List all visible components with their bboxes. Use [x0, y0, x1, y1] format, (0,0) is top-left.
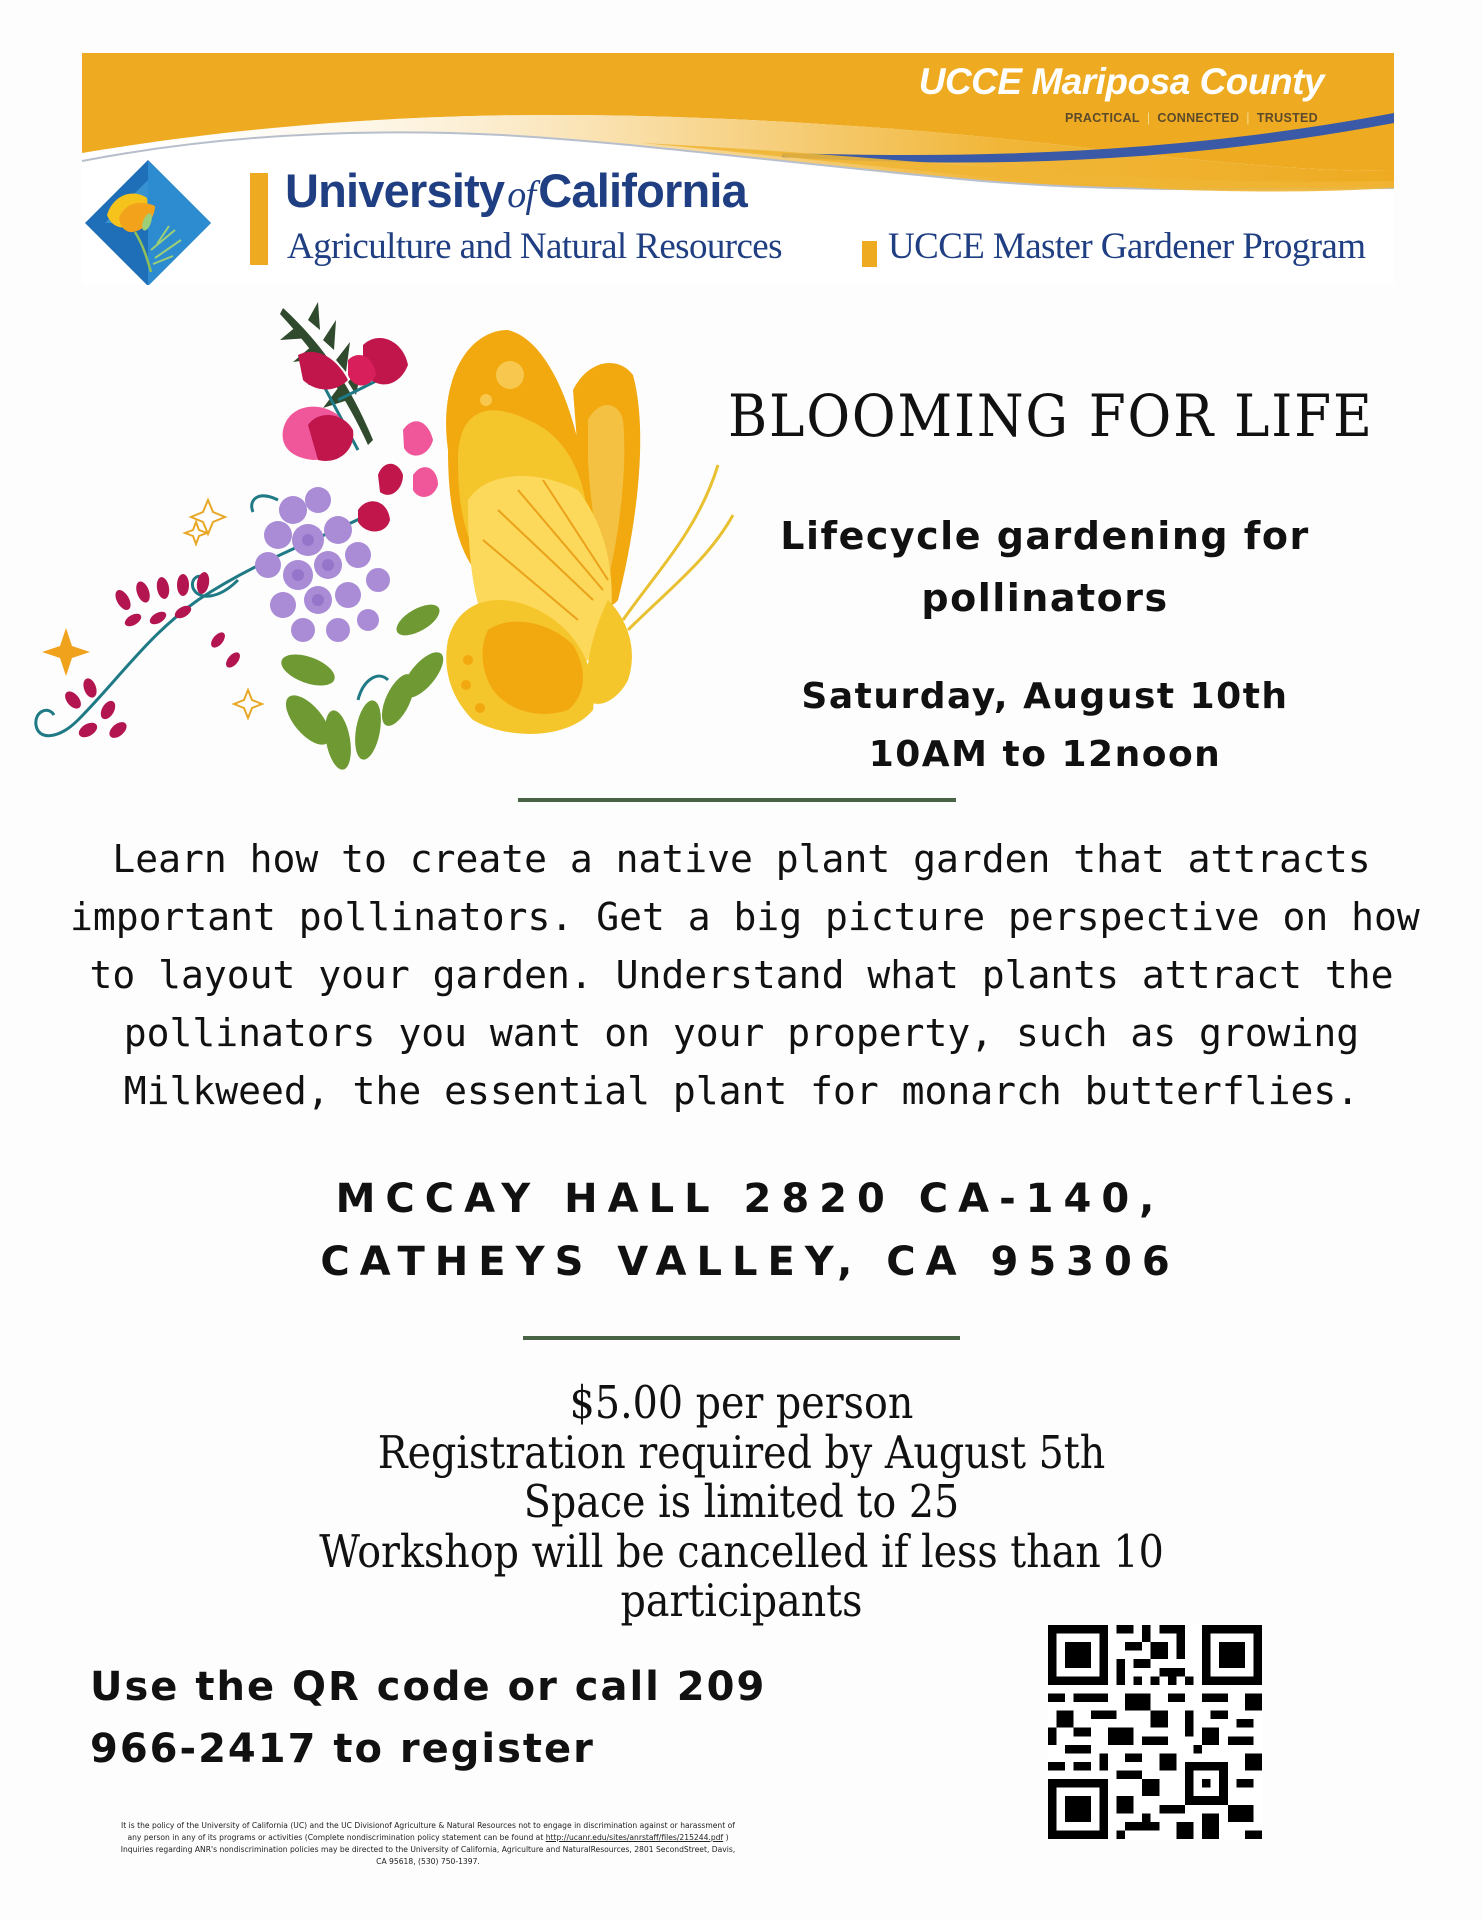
registration-deadline-line: Registration required by August 5th: [377, 1425, 1106, 1479]
divider-bottom: [523, 1336, 960, 1340]
tagline: PRACTICAL | CONNECTED | TRUSTED: [1064, 111, 1318, 125]
event-time: 10AM to 12noon: [868, 734, 1222, 775]
university-name: UniversityofCalifornia: [285, 164, 748, 217]
butterfly-flowers-illustration-icon: [18, 300, 748, 800]
nondiscrimination-statement: [90, 1820, 766, 1868]
register-call-to-action: [90, 1656, 790, 1780]
event-date: Saturday, August 10th: [801, 676, 1289, 717]
subtitle-line-2: pollinators: [921, 576, 1169, 620]
footer-line-4: CA 95618, (530) 750-1397.: [376, 1857, 480, 1866]
division-name: Agriculture and Natural Resources: [287, 226, 782, 267]
cta-line-2: 966-2417 to register: [90, 1726, 595, 1772]
event-subtitle: [730, 505, 1360, 629]
tagline-practical: PRACTICAL: [1064, 111, 1140, 125]
event-title: BLOOMING FOR LIFE: [728, 382, 1374, 450]
program-name: UCCE Master Gardener Program: [888, 226, 1366, 267]
gold-accent-bar: [250, 173, 268, 265]
footer-line-2: any person in any of its programs or activities (Complete nondiscrimination policy statement can be found at http://ucanr.edu/sites/anrstaff/files/215244.pdf ): [127, 1833, 729, 1842]
description-line: pollinators you want on your property, such as growing: [123, 1011, 1360, 1055]
cancellation-line-cont: participants: [620, 1574, 863, 1627]
subtitle-line-1: Lifecycle gardening for: [780, 514, 1310, 558]
description-line: Learn how to create a native plant garden that attracts: [112, 837, 1371, 881]
county-name: UCCE Mariposa County: [918, 61, 1324, 102]
description-line: Milkweed, the essential plant for monarch butterflies.: [123, 1069, 1360, 1113]
capacity-line: Space is limited to 25: [523, 1475, 960, 1528]
california-poppy-logo-icon: [85, 160, 211, 285]
cta-line-1: Use the QR code or call 209: [90, 1664, 767, 1710]
footer-line-1: It is the policy of the University of California (UC) and the UC Divisionof Agriculture & Natural Resources not to engage in discrimination against or harassment of: [121, 1821, 735, 1830]
qr-code-icon[interactable]: [1048, 1625, 1262, 1839]
footer-line-3: Inquiries regarding ANR's nondiscrimination policies may be directed to the University of California, Agriculture and NaturalResources, 2801 SecondStreet, Davis,: [120, 1845, 736, 1854]
address-line-1: MCCAY HALL 2820 CA-140,: [335, 1176, 1165, 1222]
event-description: [70, 830, 1420, 1120]
description-line: to layout your garden. Understand what plants attract the: [89, 953, 1394, 997]
divider-top: [518, 798, 956, 802]
address-line-2: CATHEYS VALLEY, CA 95306: [320, 1239, 1180, 1285]
sparkle-icon: [42, 500, 262, 718]
tagline-trusted: TRUSTED: [1256, 111, 1318, 125]
price-line: $5.00 per person: [569, 1376, 914, 1429]
event-datetime: [730, 668, 1360, 784]
header-banner: [82, 53, 1394, 285]
gold-accent-square: [862, 241, 877, 267]
event-address: [250, 1168, 1250, 1294]
tagline-connected: CONNECTED: [1157, 111, 1240, 125]
description-line: important pollinators. Get a big picture perspective on how: [70, 895, 1420, 939]
berry-sprig-icon: [62, 571, 243, 741]
registration-details: [200, 1378, 1283, 1626]
policy-link[interactable]: http://ucanr.edu/sites/anrstaff/files/215244.pdf: [545, 1833, 724, 1842]
butterfly-icon: [446, 330, 733, 734]
cancellation-line: Workshop will be cancelled if less than 10: [319, 1524, 1164, 1578]
